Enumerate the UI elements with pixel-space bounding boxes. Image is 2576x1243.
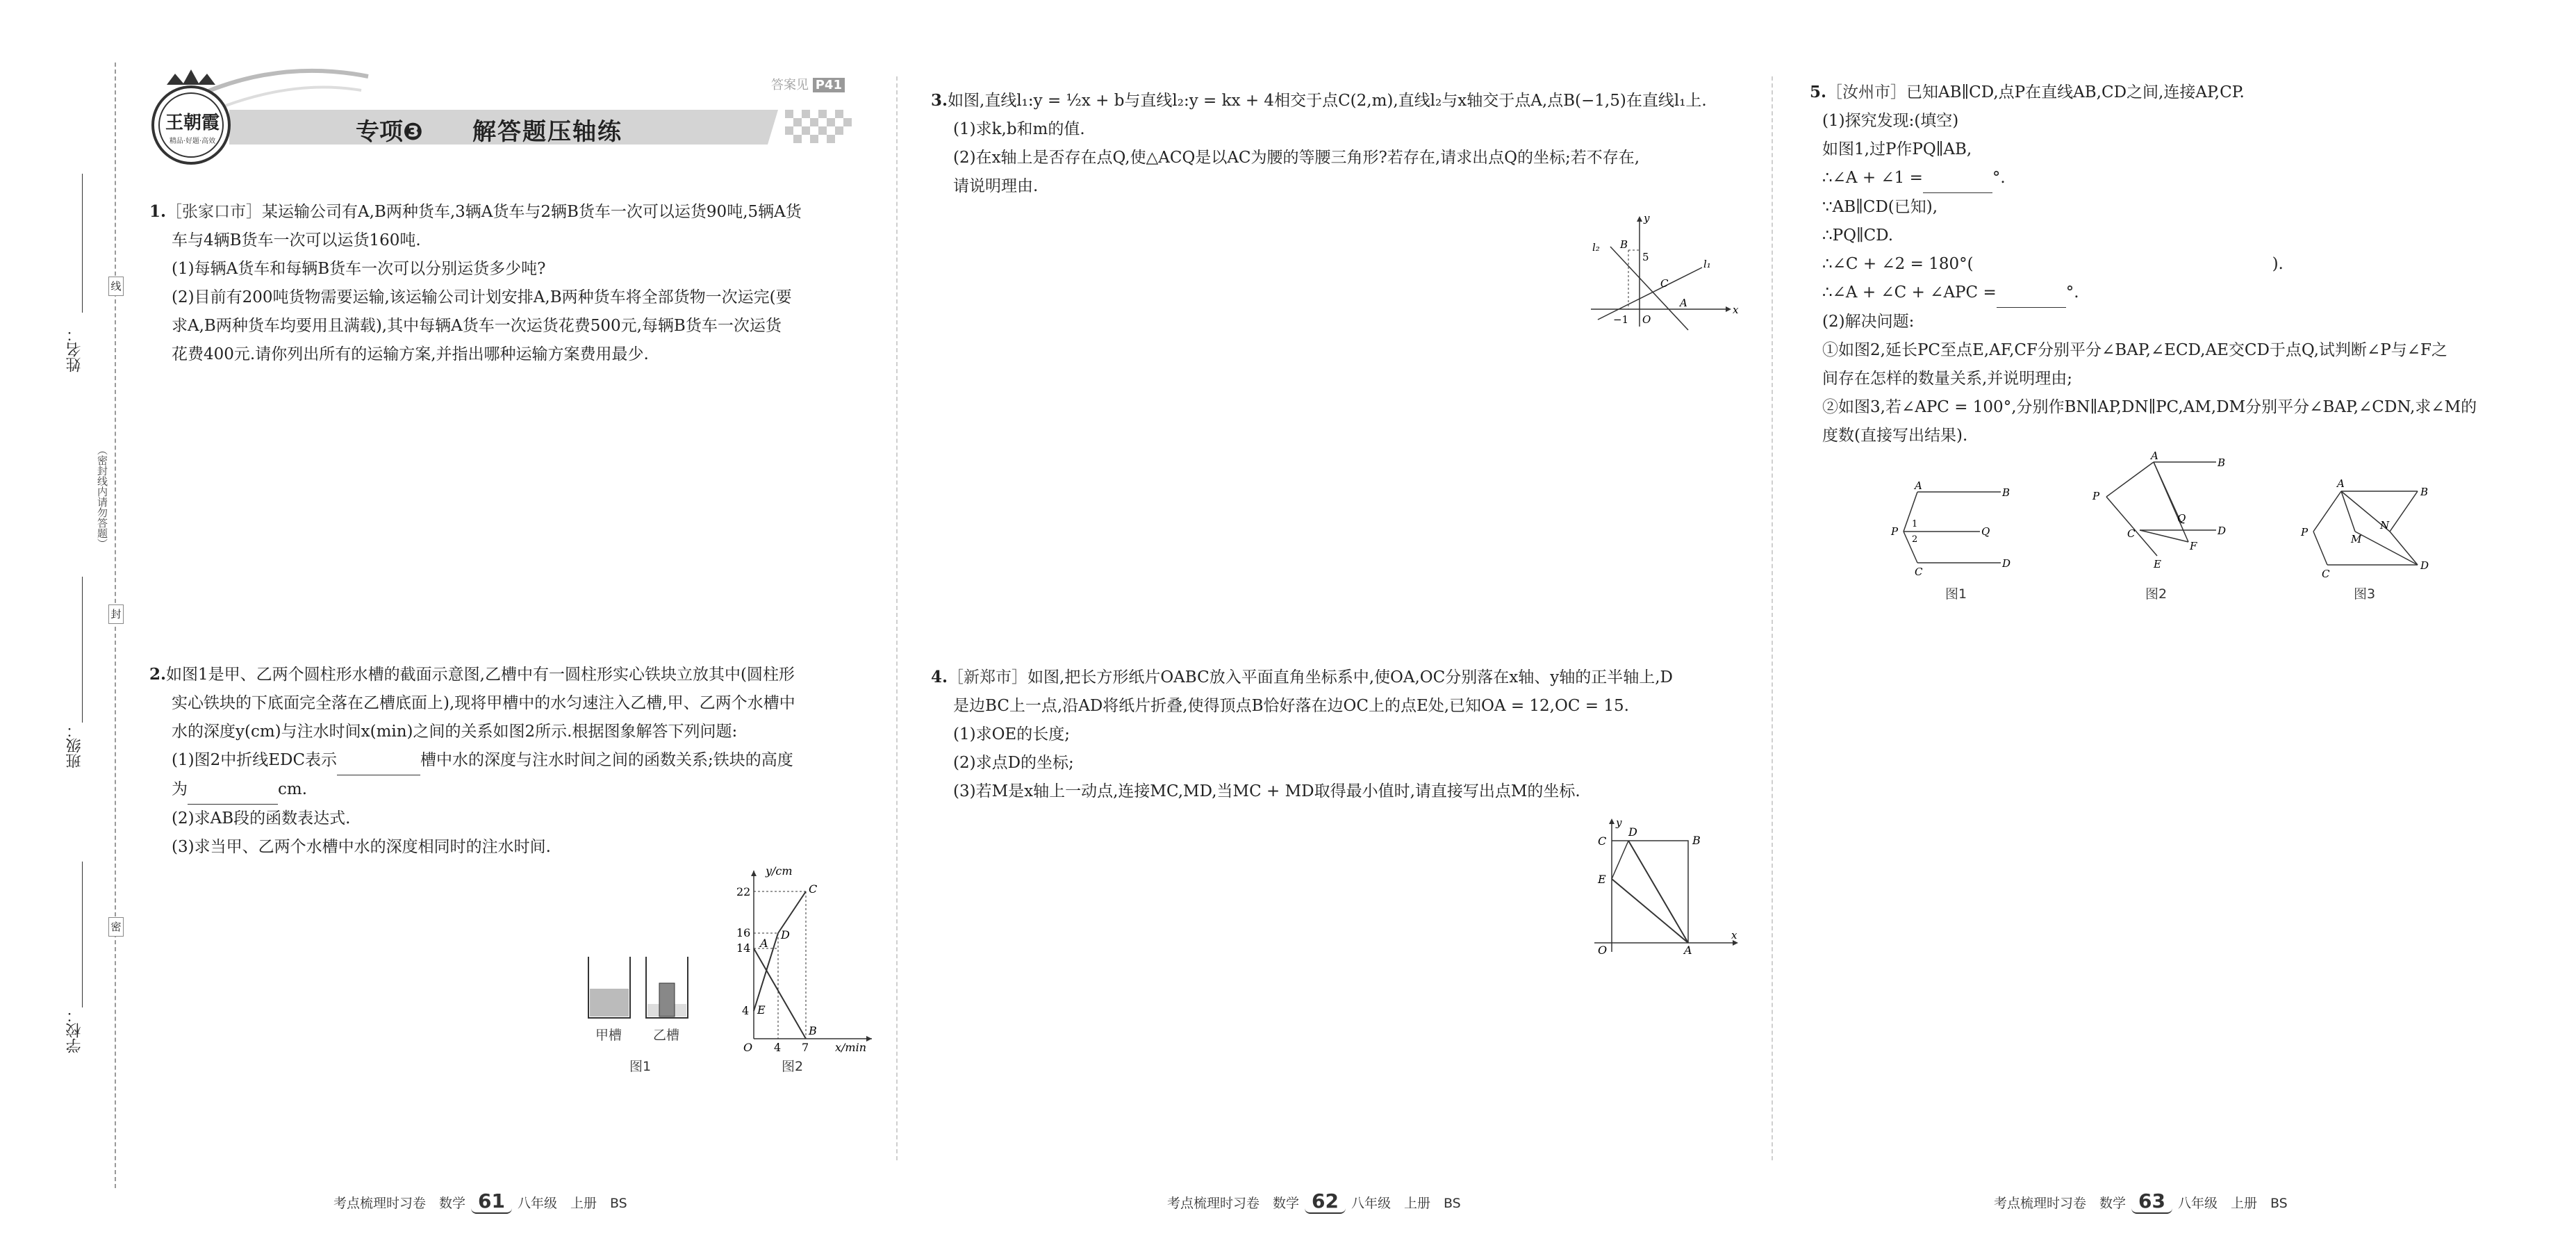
q4-figure bbox=[1584, 816, 1744, 955]
question-text: 是边BC上一点,沿AD将纸片折叠,使得顶点B恰好落在边OC上的点E处,已知OA = 12,OC = 15. bbox=[953, 697, 1629, 715]
svg-text:D: D bbox=[2218, 525, 2227, 537]
y-tick-16: 16 bbox=[736, 926, 751, 939]
sub-question-1: (1)图2中折线EDC表示 bbox=[172, 751, 338, 769]
y-axis-label: y/cm bbox=[766, 864, 793, 878]
point-c-label: C bbox=[1660, 277, 1669, 290]
name-field-line bbox=[82, 174, 83, 313]
svg-text:F: F bbox=[2190, 540, 2197, 552]
footer-page-63 bbox=[1994, 1190, 2288, 1212]
question-number: 5. bbox=[1810, 83, 1827, 101]
line-l2-label: l₂ bbox=[1592, 241, 1600, 254]
point-d-label: D bbox=[781, 928, 790, 941]
svg-text:P: P bbox=[2092, 490, 2100, 502]
class-field-line bbox=[82, 577, 83, 723]
q5-figure-3 bbox=[2293, 476, 2445, 587]
source-tag: ［汝州市］ bbox=[1826, 83, 1907, 101]
tank-a-label: 甲槽 bbox=[595, 1028, 622, 1043]
sub-question-3: (3)求当甲、乙两个水槽中水的深度相同时的注水时间. bbox=[172, 838, 551, 856]
q2-figure-1-caption: 图1 bbox=[629, 1059, 652, 1074]
answer-blank[interactable] bbox=[188, 775, 278, 805]
sub-question-2: (2)解决问题: bbox=[1822, 313, 1915, 331]
svg-text:D: D bbox=[2420, 559, 2429, 572]
sub-question-2-cont: 请说明理由. bbox=[953, 177, 1039, 195]
question-text: 实心铁块的下底面完全落在乙槽底面上),现将甲槽中的水匀速注入乙槽,甲、乙两个水槽中 bbox=[172, 694, 795, 712]
sub-question-2-part-2-cont: 度数(直接写出结果). bbox=[1822, 427, 1968, 445]
svg-text:Q: Q bbox=[2177, 512, 2186, 525]
name-label: 姓名： bbox=[66, 327, 83, 372]
proof-line: ∴PQ∥CD. bbox=[1822, 227, 1894, 245]
line-l1-label: l₁ bbox=[1703, 258, 1711, 270]
question-text: 某运输公司有A,B两种货车,3辆A货车与2辆B货车一次可以运货90吨,5辆A货 bbox=[262, 203, 802, 221]
tank-b-label: 乙槽 bbox=[653, 1028, 680, 1043]
point-e-label: E bbox=[1598, 873, 1606, 886]
logo-text: 王朝霞 bbox=[165, 113, 220, 133]
svg-text:C: C bbox=[2322, 568, 2330, 580]
x-axis-label: x bbox=[1733, 304, 1739, 316]
question-3 bbox=[931, 86, 1730, 201]
svg-text:P: P bbox=[1891, 525, 1899, 538]
q2-figure-2-caption: 图2 bbox=[782, 1059, 804, 1074]
svg-text:P: P bbox=[2301, 526, 2309, 538]
point-a-label: A bbox=[1684, 944, 1692, 957]
sub-question-3: (3)若M是x轴上一动点,连接MC,MD,当MC + MD取得最小值时,请直接写出点M的坐标. bbox=[953, 782, 1580, 800]
y-tick-22: 22 bbox=[736, 885, 751, 898]
point-b-label: B bbox=[1620, 238, 1628, 251]
seal-mark-mid: 封 bbox=[108, 604, 124, 624]
sub-question-1: (1)求OE的长度; bbox=[953, 725, 1070, 743]
q5-figure-2 bbox=[2084, 448, 2237, 587]
q2-figure-1 bbox=[587, 955, 691, 1060]
sub-question-1-cont: 槽中水的深度与注水时间之间的函数关系;铁块的高度 bbox=[420, 751, 793, 769]
lines-graph bbox=[1584, 212, 1744, 334]
sub-question-1-cont: 为 bbox=[172, 780, 188, 798]
sub-question-2-cont: 花费400元.请你列出所有的运输方案,并指出哪种运输方案费用最少. bbox=[172, 345, 649, 363]
sub-question-2-part-1-cont: 间存在怎样的数量关系,并说明理由; bbox=[1822, 370, 2073, 388]
q5-figure-1 bbox=[1876, 479, 2029, 601]
page-number: 63 bbox=[2131, 1190, 2172, 1214]
x-axis-label: x/min bbox=[835, 1041, 867, 1054]
point-c-label: C bbox=[809, 882, 818, 896]
q3-figure bbox=[1584, 212, 1744, 334]
sub-question-2-cont: 求A,B两种货车均要用且满载),其中每辆A货车一次运货花费500元,每辆B货车一次运货 bbox=[172, 317, 782, 335]
question-text: 车与4辆B货车一次可以运货160吨. bbox=[172, 231, 421, 249]
svg-text:1: 1 bbox=[1912, 519, 1918, 529]
sub-question-1: (1)求k,b和m的值. bbox=[953, 120, 1085, 138]
question-number: 4. bbox=[931, 668, 948, 686]
parallel-lines-figure-2 bbox=[2084, 448, 2237, 587]
page-divider bbox=[896, 76, 898, 1160]
answer-blank[interactable] bbox=[337, 746, 420, 775]
point-c-label: C bbox=[1598, 834, 1607, 848]
page-number: 61 bbox=[471, 1190, 512, 1214]
sub-question-2: (2)求点D的坐标; bbox=[953, 754, 1074, 772]
x-tick-4: 4 bbox=[774, 1041, 782, 1054]
class-label: 班级： bbox=[66, 723, 83, 768]
y-tick-14: 14 bbox=[736, 941, 751, 955]
sub-question-2: (2)求AB段的函数表达式. bbox=[172, 809, 351, 828]
seal-mark-bottom: 密 bbox=[108, 917, 124, 937]
question-text: 如图,直线l₁:y = ½x + b与直线l₂:y = kx + 4相交于点C(2,m),直线l₂与x轴交于点A,点B(−1,5)在直线l₁上. bbox=[948, 92, 1707, 110]
svg-text:D: D bbox=[2002, 557, 2011, 570]
svg-text:N: N bbox=[2380, 519, 2390, 532]
x-axis-label: x bbox=[1731, 929, 1737, 941]
origin-label: O bbox=[1598, 944, 1608, 957]
footer-series: 考点梳理时习卷 数学 bbox=[333, 1196, 466, 1211]
footer-series: 考点梳理时习卷 数学 bbox=[1167, 1196, 1300, 1211]
proof-line: ∴∠A + ∠1 = bbox=[1822, 169, 1923, 187]
svg-text:C: C bbox=[2127, 527, 2136, 540]
water-depth-graph bbox=[736, 865, 875, 1053]
proof-line: ∴∠A + ∠C + ∠APC = bbox=[1822, 283, 1997, 302]
question-text: 水的深度y(cm)与注水时间x(min)之间的关系如图2所示.根据图象解答下列问题: bbox=[172, 723, 738, 741]
question-text: 如图,把长方形纸片OABC放入平面直角坐标系中,使OA,OC分别落在x轴、y轴的正半轴上,D bbox=[1027, 668, 1673, 686]
svg-text:A: A bbox=[2151, 450, 2158, 462]
section-badge: 专项❸ bbox=[356, 118, 423, 146]
point-b-label: B bbox=[1692, 834, 1701, 847]
school-label: 学校： bbox=[66, 1007, 83, 1053]
question-1 bbox=[149, 197, 865, 369]
answer-blank[interactable] bbox=[1923, 164, 1992, 193]
svg-text:C: C bbox=[1915, 566, 1923, 578]
svg-text:B: B bbox=[2420, 486, 2429, 498]
binding-margin bbox=[0, 0, 122, 1243]
sub-question-1-unit: cm. bbox=[278, 780, 308, 798]
q5-figure-2-caption: 图2 bbox=[2145, 586, 2168, 602]
svg-text:E: E bbox=[2154, 558, 2161, 570]
footer-grade: 八年级 上册 BS bbox=[517, 1196, 627, 1211]
proof-line: 如图1,过P作PQ∥AB, bbox=[1822, 140, 1972, 158]
svg-text:B: B bbox=[2218, 456, 2226, 469]
question-2 bbox=[149, 660, 865, 862]
footer-page-62 bbox=[1167, 1190, 1461, 1212]
point-b-label: B bbox=[809, 1024, 817, 1037]
proof-line-end: ). bbox=[2272, 255, 2284, 273]
question-number: 3. bbox=[931, 91, 948, 110]
origin-label: O bbox=[743, 1041, 753, 1054]
tanks-diagram bbox=[587, 955, 691, 1032]
answer-blank[interactable] bbox=[1997, 279, 2066, 308]
answer-ref-label: 答案见 bbox=[771, 78, 809, 92]
proof-line: ∵AB∥CD(已知), bbox=[1822, 198, 1938, 216]
svg-text:M: M bbox=[2351, 533, 2362, 545]
question-number: 2. bbox=[149, 665, 167, 684]
svg-text:A: A bbox=[2337, 477, 2345, 490]
proof-line-unit: °. bbox=[2065, 283, 2079, 302]
question-5 bbox=[1810, 78, 2567, 450]
question-number: 1. bbox=[149, 202, 167, 221]
answer-reference bbox=[771, 75, 845, 93]
x-tick-7: 7 bbox=[802, 1041, 809, 1054]
folded-rectangle-graph bbox=[1584, 816, 1744, 955]
parallel-lines-figure-1 bbox=[1876, 479, 2029, 578]
sub-question-2-part-2: ②如图3,若∠APC = 100°,分别作BN∥AP,DN∥PC,AM,DM分别平分∠BAP,∠CDN,求∠M的 bbox=[1822, 398, 2477, 416]
proof-line: ∴∠C + ∠2 = 180°( bbox=[1822, 255, 1974, 273]
x-tick-neg1: −1 bbox=[1613, 313, 1629, 326]
source-tag: ［新郑市］ bbox=[948, 668, 1028, 686]
origin-label: O bbox=[1642, 313, 1651, 326]
sub-question-2-part-1: ①如图2,延长PC至点E,AF,CF分别平分∠BAP,∠ECD,AE交CD于点Q,试判断∠P与∠F之 bbox=[1822, 341, 2447, 359]
q5-figure-1-caption: 图1 bbox=[1945, 586, 1967, 602]
q5-figure-3-caption: 图3 bbox=[2354, 586, 2376, 602]
section-title: 解答题压轴练 bbox=[472, 118, 622, 146]
question-text: 如图1是甲、乙两个圆柱形水槽的截面示意图,乙槽中有一圆柱形实心铁块立放其中(圆柱形 bbox=[166, 666, 795, 684]
y-axis-label: y bbox=[1616, 816, 1622, 829]
page-divider bbox=[1772, 76, 1773, 1160]
sub-question-2: (2)在x轴上是否存在点Q,使△ACQ是以AC为腰的等腰三角形?若存在,请求出点Q的坐标;若不存在, bbox=[953, 149, 1640, 167]
page-number: 62 bbox=[1305, 1190, 1346, 1214]
answer-page-badge: P41 bbox=[813, 78, 845, 92]
parallel-lines-figure-3 bbox=[2293, 476, 2445, 580]
header-banner bbox=[139, 49, 861, 153]
footer-series: 考点梳理时习卷 数学 bbox=[1994, 1196, 2127, 1211]
point-a-label: A bbox=[760, 937, 768, 950]
svg-text:Q: Q bbox=[1981, 525, 1990, 538]
seal-dashed-line bbox=[115, 63, 116, 1188]
footer-grade: 八年级 上册 BS bbox=[2177, 1196, 2288, 1211]
sub-question-2: (2)目前有200吨货物需要运输,该运输公司计划安排A,B两种货车将全部货物一次运完(要 bbox=[172, 288, 792, 306]
footer-page-61 bbox=[333, 1190, 627, 1212]
sub-question-1: (1)探究发现:(填空) bbox=[1822, 112, 1959, 130]
svg-text:2: 2 bbox=[1912, 534, 1918, 545]
footer-grade: 八年级 上册 BS bbox=[1351, 1196, 1461, 1211]
y-axis-label: y bbox=[1644, 212, 1650, 224]
question-text: 已知AB∥CD,点P在直线AB,CD之间,连接AP,CP. bbox=[1906, 83, 2245, 101]
answer-blank[interactable] bbox=[1974, 250, 2272, 279]
logo-subtext: 精品·好题·高效 bbox=[169, 138, 216, 145]
svg-text:B: B bbox=[2002, 486, 2011, 499]
point-a-label: A bbox=[1680, 297, 1687, 309]
source-tag: ［张家口市］ bbox=[166, 203, 263, 221]
svg-text:A: A bbox=[1915, 479, 1922, 492]
sub-question-1: (1)每辆A货车和每辆B货车一次可以分别运货多少吨? bbox=[172, 260, 546, 278]
question-4 bbox=[931, 663, 1730, 806]
y-tick-5: 5 bbox=[1642, 251, 1649, 263]
proof-line-unit: °. bbox=[1992, 169, 2006, 187]
q2-figure-2 bbox=[736, 865, 875, 1053]
seal-note: （密封线内请勿答题） bbox=[96, 445, 108, 549]
point-d-label: D bbox=[1628, 825, 1637, 839]
y-tick-4: 4 bbox=[742, 1004, 750, 1017]
school-field-line bbox=[82, 862, 83, 1007]
seal-mark-top: 线 bbox=[108, 277, 124, 296]
point-e-label: E bbox=[757, 1003, 766, 1016]
